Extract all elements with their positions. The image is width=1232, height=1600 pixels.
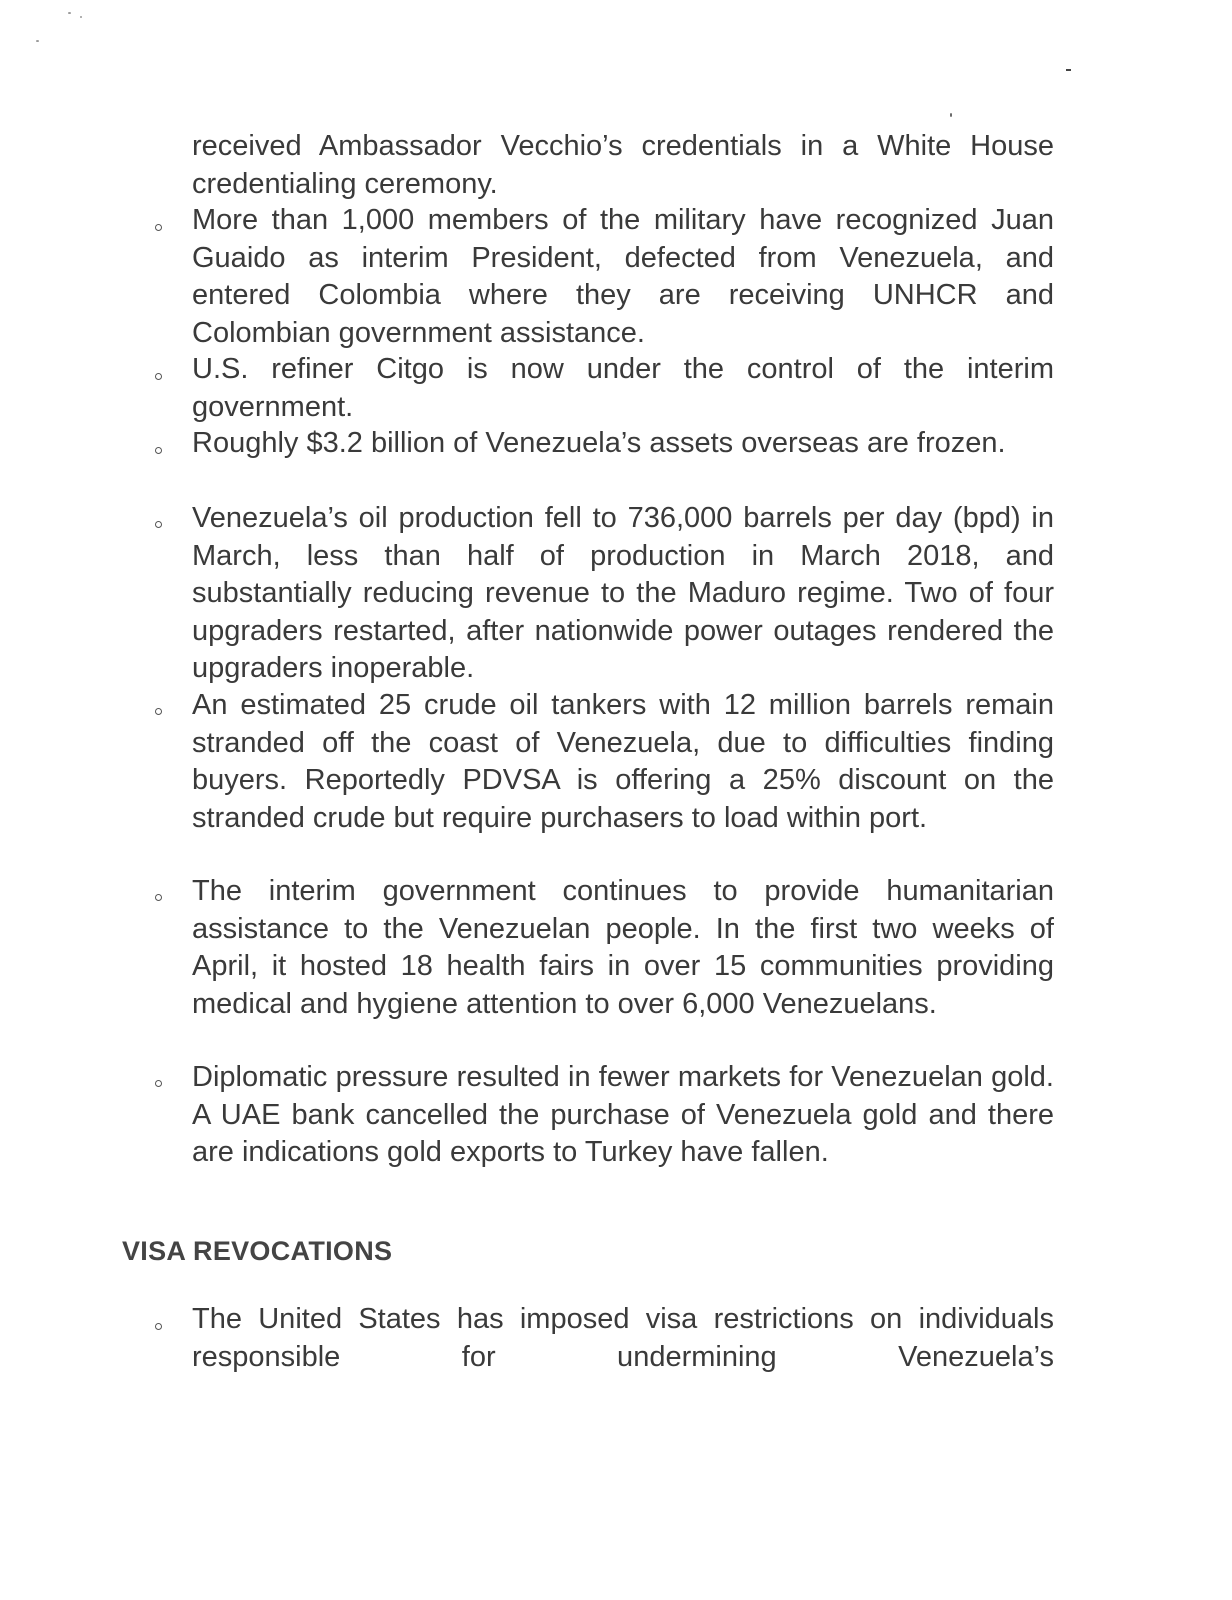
bullet-dot: [155, 373, 162, 380]
bullet-dot: [155, 1323, 162, 1330]
bullet-dot: [155, 708, 162, 715]
bullet-dot: [155, 521, 162, 528]
bullet-item: U.S. refiner Citgo is now under the control of the interim government.: [192, 353, 1054, 423]
bullet-item: Roughly $3.2 billion of Venezuela’s assets overseas are frozen.: [192, 427, 1006, 459]
bullet-dot: [155, 894, 162, 901]
scan-speck: [68, 12, 71, 14]
bullet-item: Venezuela’s oil production fell to 736,000 barrels per day (bpd) in March, less than half of production in March 2018, and substantially reducing revenue to the Maduro regime. Two of four upgraders restarted, after nationwide power outages rendered the upgraders inoperable.: [192, 502, 1054, 684]
bullet-dot: [155, 224, 162, 231]
bullet-item: The interim government continues to provide humanitarian assistance to the Venezuelan people. In the first two weeks of April, it hosted 18 health fairs in over 15 communities providing medical and hygiene attention to over 6,000 Venezuelans.: [192, 875, 1054, 1020]
bullet-dot: [155, 1080, 162, 1087]
bullet-item: An estimated 25 crude oil tankers with 12 million barrels remain stranded off the coast of Venezuela, due to difficulties finding buyers. Reportedly PDVSA is offering a 25% discount on the stranded crude but require purchasers to load within port.: [192, 689, 1054, 834]
section-bullet-item: The United States has imposed visa restrictions on individuals responsible for undermining Venezuela’s: [192, 1303, 1054, 1373]
scan-speck: [950, 113, 952, 117]
scan-speck: [80, 16, 82, 18]
scan-speck: [36, 40, 39, 42]
bullet-item: More than 1,000 members of the military have recognized Juan Guaido as interim President, defected from Venezuela, and entered Colombia where they are receiving UNHCR and Colombian government assistance.: [192, 204, 1054, 349]
section-heading: VISA REVOCATIONS: [122, 1236, 393, 1266]
bullet-dot: [155, 447, 162, 454]
scan-speck: [1066, 69, 1071, 71]
bullet-item: Diplomatic pressure resulted in fewer markets for Venezuelan gold. A UAE bank cancelled the purchase of Venezuela gold and there are indications gold exports to Turkey have fallen.: [192, 1061, 1054, 1168]
intro-continuation: received Ambassador Vecchio’s credentials in a White House credentialing ceremony.: [192, 130, 1054, 200]
